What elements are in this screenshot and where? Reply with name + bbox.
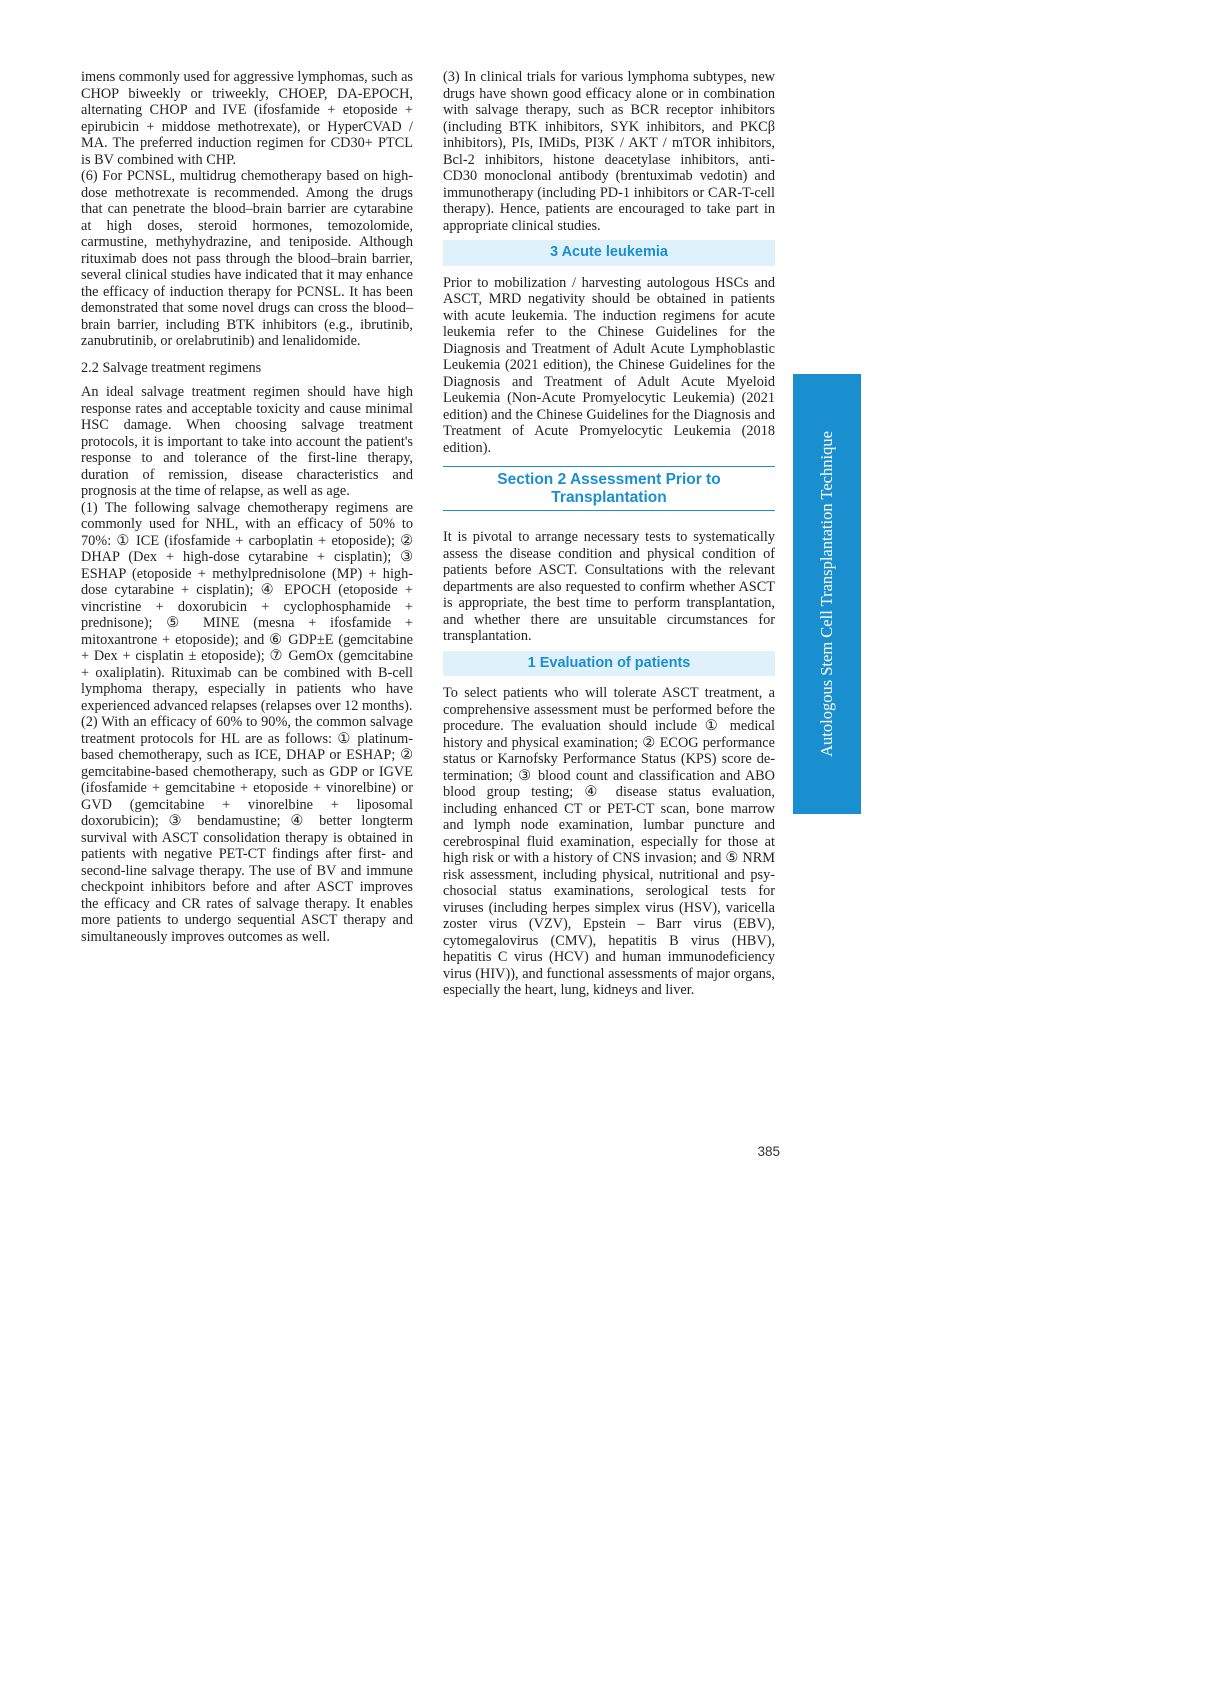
chapter-side-tab-label: Autologous Stem Cell Transplantation Technique bbox=[817, 431, 836, 757]
chapter-side-tab bbox=[793, 374, 861, 814]
paragraph-pcnsl: (6) For PCNSL, multidrug chemotherapy based on high-dose methotrexate is recommended. Among the drugs that can penetrate the blood–brain barrier are cytarabine at high doses, steroid hormones, temozolomide, carmustine, methyhydrazine, and teniposide. Although rituximab does not pass through the blood–brain barrier, several clinical studies have indicated that it may enhance the efficacy of induction therapy for PCNSL. It has been demonstrated that some novel drugs can cross the blood–brain barrier, including BTK inhibitors (e.g., ibrutinib, zanubrutinib, or orelabrutinib) and lenalidomide. bbox=[81, 168, 413, 349]
section-heading-line-2: Transplantation bbox=[551, 489, 667, 506]
section-heading-line-1: Section 2 Assessment Prior to bbox=[497, 471, 721, 488]
paragraph-clinical-trials: (3) In clinical trials for various lymphoma subtypes, new drugs have shown good efficacy alone or in combination with salvage therapy, such as BCR receptor inhibitors (including BTK inhibitors, SYK inhibitors, and PKCβ inhibitors), PIs, IMiDs, PI3K / AKT / mTOR inhibitors, Bcl-2 inhibitors, histone deacetylase inhibitors, anti-CD30 monoclonal antibody (brentuximab vedotin) and immunotherapy (including PD-1 inhibitors or CAR-T-cell therapy). Hence, patients are encouraged to take part in appropriate clinical studies. bbox=[443, 69, 775, 234]
paragraph-evaluation: To select patients who will tolerate ASCT treatment, a comprehensive assessment must be performed before the procedure. The evaluation should include ① medical history and physical examination; ② ECOG performance status or Karnofsky Performance Status (KPS) score determination; ③ blood count and classification and ABO blood group testing; ④ disease status evaluation, including enhanced CT or PET-CT scan, bone marrow and lymph node examination, lumbar puncture and cerebrospinal fluid examination, especially for those at high risk or with a history of CNS invasion; and ⑤ NRM risk assessment, including physical, nutritional and psychosocial status examinations, serological tests for viruses (including herpes simplex virus (HSV), varicella zoster virus (VZV), Epstein – Barr virus (EBV), cytomegalovirus (CMV), hepatitis B virus (HBV), hepatitis C virus (HCV) and human immunodeficiency virus (HIV)), and functional assessments of major organs, especially the heart, lung, kidneys and liver. bbox=[443, 685, 775, 998]
paragraph-salvage-intro: An ideal salvage treatment regimen should have high response rates and acceptable toxicity and cause minimal HSC damage. When choosing salvage treatment protocols, it is important to take into account the patient's response to and tolerance of the first-line therapy, duration of remission, disease characteristics and prognosis at the time of relapse, as well as age. bbox=[81, 384, 413, 499]
section-heading-assessment bbox=[443, 466, 775, 511]
left-column bbox=[81, 69, 413, 945]
paragraph-assessment: It is pivotal to arrange necessary tests to systematically assess the disease condition and physical condition of patients before ASCT. Consultations with the relevant departments are also requested to confirm whether ASCT is appropriate, the best time to perform transplantation, and whether there are unsuitable circumstances for transplantation. bbox=[443, 529, 775, 644]
page-number: 385 bbox=[757, 1144, 780, 1159]
right-column bbox=[443, 69, 775, 999]
paragraph-nhl-regimens: (1) The following salvage chemotherapy regimens are commonly used for NHL, with an efficacy of 50% to 70%: ① ICE (ifosfamide + carboplatin + etoposide); ② DHAP (Dex + high-dose cytarabine + cisplatin); ③ ESHAP (etoposide + methylprednisolone (MP) + high-dose cytarabine + cisplatin); ④ EPOCH (etoposide + vincristine + doxorubicin + cyclophosphamide + prednisone); ⑤ MINE (mesna + ifosfamide + mitoxantrone + etoposide); and ⑥ GDP±E (gemcitabine + Dex + cisplatin ± etoposide); ⑦ GemOx (gemcitabine + oxaliplatin). Rituximab can be combined with B-cell lymphoma therapy, especially in patients who have experienced advanced relapses (relapses over 12 months). bbox=[81, 499, 413, 714]
paragraph-acute-leukemia: Prior to mobilization / harvesting autologous HSCs and ASCT, MRD negativity should be obtained in patients with acute leukemia. The induction regimens for acute leukemia refer to the Chinese Guidelines for the Diagnosis and Treatment of Adult Acute Lymphoblastic Leukemia (2021 edition), the Chinese Guidelines for the Diagnosis and Treatment of Adult Acute Myeloid Leukemia (Non-Acute Promyelocytic Leukemia) (2021 edition) and the Chinese Guidelines for the Diagnosis and Treatment of Acute Promyelocytic Leukemia (2018 edition). bbox=[443, 274, 775, 456]
heading-evaluation-of-patients: 1 Evaluation of patients bbox=[443, 651, 775, 677]
heading-salvage-regimens: 2.2 Salvage treatment regimens bbox=[81, 359, 262, 376]
heading-acute-leukemia: 3 Acute leukemia bbox=[443, 240, 775, 266]
paragraph-induction-continued: imens commonly used for aggressive lymphomas, such as CHOP biweekly or triweekly, CHOEP, DA-EPOCH, alternating CHOP and IVE (ifosfamide + etoposide + epirubicin + middose methotrexate), or HyperCVAD / MA. The preferred induction regimen for CD30+ PTCL is BV combined with CHP. bbox=[81, 69, 413, 168]
paragraph-hl-regimens: (2) With an efficacy of 60% to 90%, the common salvage treatment protocols for HL are as follows: ① platinum-based chemotherapy, such as ICE, DHAP or ESHAP; ② gemcitabine-based chemotherapy, such as GDP or IGVE (ifosfamide + gemcitabine + etoposide + vinorelbine) or GVD (gemcitabine + vinorelbine + liposomal doxorubicin); ③ bendamustine; ④ better longterm survival with ASCT consolidation therapy is obtained in patients with negative PET-CT findings after first- and second-line salvage therapy. The use of BV and immune checkpoint inhibitors before and after ASCT improves the efficacy and CR rates of salvage therapy. It enables more patients to undergo sequential ASCT therapy and simultaneously improves outcomes as well. bbox=[81, 714, 413, 945]
